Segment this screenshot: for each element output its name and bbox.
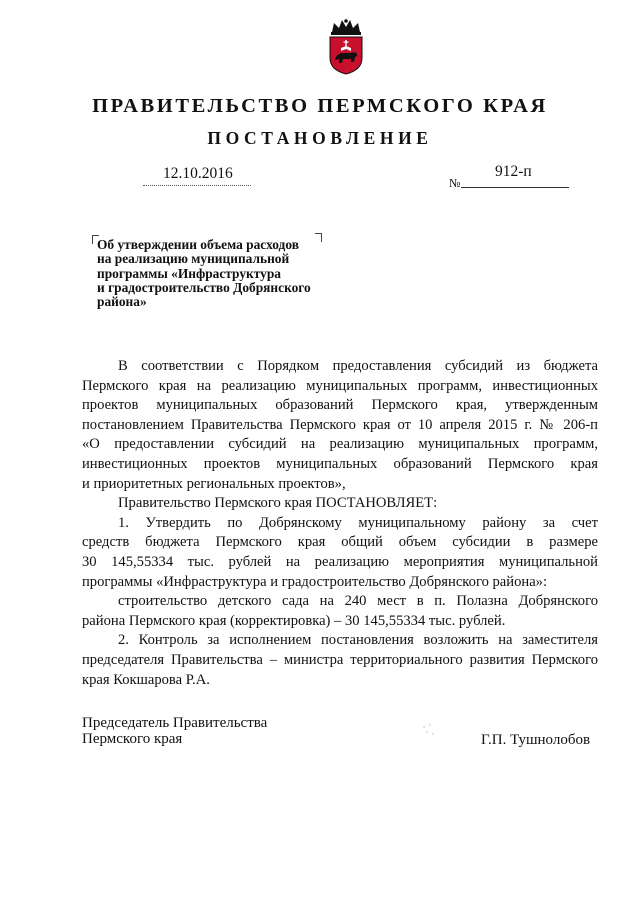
subject-line: Об утверждении объема расходов — [97, 237, 299, 252]
body-line: программы «Инфраструктура и градостроительство Добрянского района»: — [82, 573, 548, 590]
signatory-name: Г.П. Тушнолобов — [481, 732, 591, 748]
subject-line: и градостроительство Добрянского — [97, 279, 311, 295]
paragraph-item-2 — [82, 631, 598, 690]
number-sign: № — [449, 176, 461, 190]
document-number: 912-п — [495, 163, 532, 180]
document-subject — [97, 238, 357, 309]
body-line: 2. Контроль за исполнением постановления возложить на заместителя — [118, 632, 598, 649]
subject-line: программы «Инфраструктура — [97, 265, 281, 281]
body-line: строительство детского сада на 240 мест в п. Полазна Добрянского — [118, 593, 598, 610]
signatory-position — [82, 715, 267, 747]
body-line: В соответствии с Порядком предоставления субсидий из бюджета — [118, 358, 598, 374]
coat-of-arms-icon — [324, 18, 368, 76]
body-line: района Пермского края (корректировка) – 30 145,55334 тыс. рублей. — [82, 612, 506, 629]
document-date: 12.10.2016 — [163, 165, 233, 182]
body-line: 30 145,55334 тыс. рублей на реализацию мероприятия муниципальной — [82, 553, 598, 570]
paragraph-construction — [82, 592, 598, 631]
paragraph-resolves: Правительство Пермского края ПОСТАНОВЛЯЕТ: — [118, 495, 438, 512]
document-type: ПОСТАНОВЛЕНИЕ — [207, 128, 433, 148]
government-title: ПРАВИТЕЛЬСТВО ПЕРМСКОГО КРАЯ — [92, 95, 548, 117]
document-body — [82, 357, 598, 690]
position-line: Председатель Правительства — [82, 715, 268, 731]
paragraph-preamble — [82, 357, 598, 494]
number-underline — [461, 187, 569, 188]
signature-mark-icon — [420, 722, 438, 740]
body-line: и приоритетных региональных проектов», — [82, 475, 346, 492]
subject-line: района» — [97, 294, 147, 310]
body-line: 1. Утвердить по Добрянскому муниципальному району за счет — [118, 514, 598, 531]
body-line: инвестиционных проектов муниципальных образований Пермского края — [82, 455, 598, 472]
body-line: средств бюджета Пермского края общий объем субсидии в размере — [82, 534, 598, 551]
body-line: края Кокшарова Р.А. — [82, 671, 210, 688]
body-line: проектов муниципальных образований Пермского края, утвержденным — [82, 397, 598, 414]
body-line: «О предоставлении субсидий на реализацию муниципальных программ, — [82, 436, 598, 453]
body-line: Пермского края на реализацию муниципальных программ, инвестиционных — [82, 377, 598, 394]
body-line: постановлением Правительства Пермского края от 10 апреля 2015 г. № 206-п — [82, 416, 598, 433]
date-underline — [143, 185, 251, 186]
body-line: председателя Правительства – министра территориального развития Пермского — [82, 651, 598, 668]
subject-line: на реализацию муниципальной — [97, 251, 290, 267]
paragraph-item-1 — [82, 514, 598, 592]
position-line: Пермского края — [82, 731, 183, 747]
